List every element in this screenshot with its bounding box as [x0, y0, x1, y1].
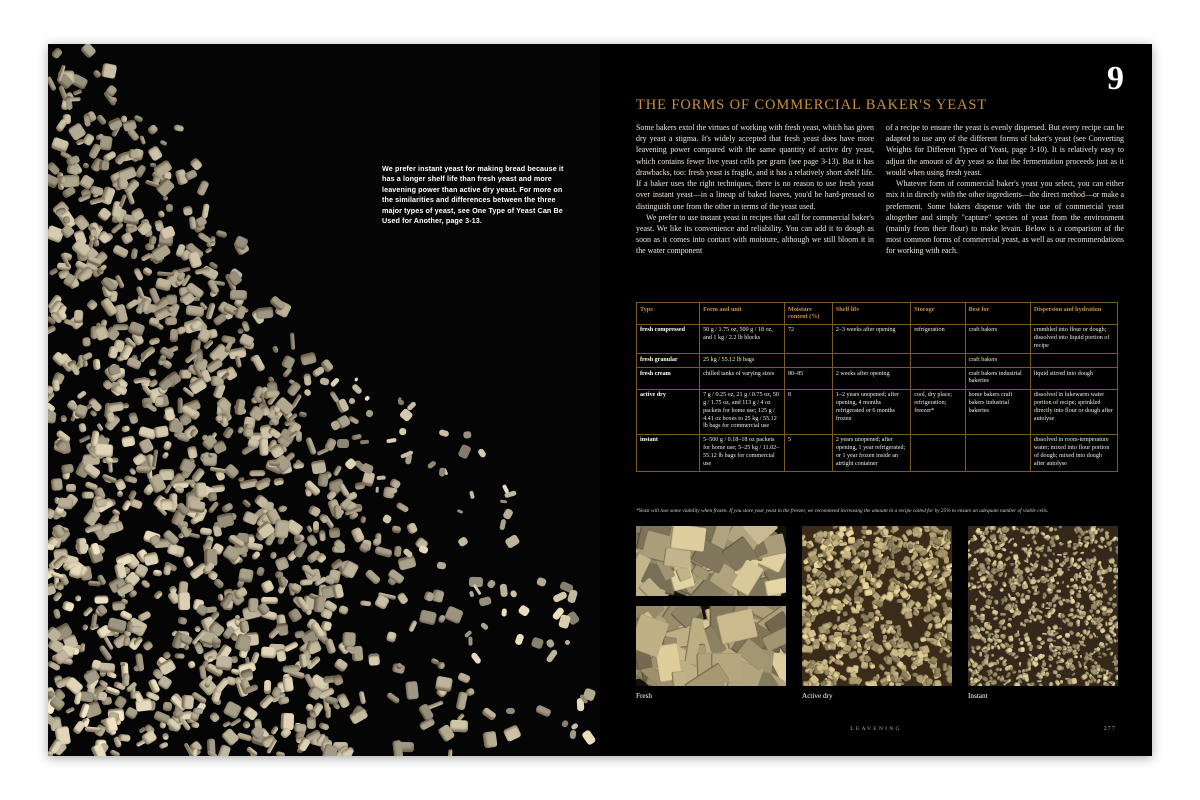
- photo-active-dry: [802, 526, 952, 686]
- table-cell: craft bakers industrial bakeries: [965, 368, 1030, 390]
- table-cell: 5–500 g / 0.18–18 oz packets for home use; 5–25 kg / 11.02–55.12 lb bags for commercial use: [700, 434, 785, 471]
- table-cell: chilled tanks of varying sizes: [700, 368, 785, 390]
- table-cell: craft bakers: [965, 324, 1030, 353]
- table-cell: [832, 354, 910, 368]
- table-cell: 1–2 years unopened; after opening, 4 months refrigerated or 6 months frozen: [832, 389, 910, 434]
- table-cell: 72: [784, 324, 832, 353]
- table-row: [637, 354, 1118, 368]
- table-cell-type: instant: [637, 434, 700, 471]
- table-cell: [911, 354, 965, 368]
- column-header: Dispersion and hydration: [1030, 303, 1117, 325]
- table-cell: 80–85: [784, 368, 832, 390]
- column-header: Storage: [911, 303, 965, 325]
- running-head: LEAVENING: [850, 726, 902, 732]
- table-row: [637, 324, 1118, 353]
- column-header: Moisture content (%): [784, 303, 832, 325]
- photo-fresh-top: [636, 526, 786, 596]
- table-row: [637, 434, 1118, 471]
- table-cell: 2 weeks after opening: [832, 368, 910, 390]
- table-cell-type: fresh cream: [637, 368, 700, 390]
- left-page-photo: [48, 44, 600, 756]
- table-row: [637, 368, 1118, 390]
- table-cell: [1030, 354, 1117, 368]
- table-cell-type: fresh compressed: [637, 324, 700, 353]
- table-header-row: [637, 303, 1118, 325]
- photo-label-instant: Instant: [968, 692, 988, 700]
- table-cell: [911, 368, 965, 390]
- table-footnote: *Yeast will lose some viability when frozen. If you store your yeast in the freezer, we recommend increasing the amount in a recipe called for by 25% to ensure an adequate number of viable cells.: [636, 508, 1049, 514]
- column-header: Form and unit: [700, 303, 785, 325]
- table-cell: dissolved in room-temperature water; mixed into flour portion of dough; mixed into dough after autolyse: [1030, 434, 1117, 471]
- photo-fresh: [636, 606, 786, 686]
- paragraph: of a recipe to ensure the yeast is evenly dispersed. But every recipe can be adapted to use any of the different forms of baker's yeast (see Converting Weights for Different Types of Yeast, page 3-10). It is relatively easy to adjust the amount of dry yeast so that the fermentation proceeds just as it would when using fresh yeast.: [886, 123, 1124, 177]
- table-cell: liquid stirred into dough: [1030, 368, 1117, 390]
- photo-label-active-dry: Active dry: [802, 692, 833, 700]
- table-row: [637, 389, 1118, 434]
- body-column-left: [636, 122, 874, 257]
- page-title: THE FORMS OF COMMERCIAL BAKER'S YEAST: [636, 97, 988, 113]
- table-cell: home bakers craft bakers industrial bakeries: [965, 389, 1030, 434]
- photo-caption: We prefer instant yeast for making bread because it has a longer shelf life than fresh yeast and more leavening power than active dry yeast. For more on the similarities and differences between the three major types of yeast, see One Type of Yeast Can Be Used for Another, page 3-13.: [382, 164, 564, 226]
- column-header: Best for: [965, 303, 1030, 325]
- right-page-text: [600, 44, 1152, 756]
- column-header: Type: [637, 303, 700, 325]
- table-cell-type: active dry: [637, 389, 700, 434]
- paragraph: We prefer to use instant yeast in recipes that call for commercial baker's yeast. We like its convenience and reliability. You can add it to dough as soon as it comes into contact with moisture, although we still bloom it in the water component: [636, 212, 874, 256]
- paragraph: Some bakers extol the virtues of working with fresh yeast, which has given dry yeast a stigma. It's widely accepted that fresh yeast does have more leavening power compared with the same quantity of active dry yeast, which contains fewer live yeast cells per gram (see page 3-13). But it has drawbacks, too: fresh yeast is fragile, and it has a relatively short shelf life. If a baker uses the right techniques, there is no reason to use fresh yeast over instant yeast—in a lineup of baked loaves, you'd be hard-pressed to distinguish one from the other in terms of the yeast used.: [636, 123, 874, 211]
- table-cell: [911, 434, 965, 471]
- table-cell: 50 g / 1.75 oz, 500 g / 18 oz, and 1 kg / 2.2 lb blocks: [700, 324, 785, 353]
- chapter-number: 9: [1107, 60, 1124, 97]
- yeast-pellet-photo: [48, 44, 600, 756]
- body-column-right: [886, 122, 1124, 257]
- table-cell: 2–3 weeks after opening: [832, 324, 910, 353]
- yeast-comparison-table: [636, 302, 1118, 472]
- page-number: 277: [1103, 726, 1116, 732]
- photo-instant: [968, 526, 1118, 686]
- column-header: Shelf life: [832, 303, 910, 325]
- book-spread: [48, 44, 1152, 756]
- table-cell: cool, dry place; refrigeration; freezer*: [911, 389, 965, 434]
- table-cell: crumbled into flour or dough; dissolved into liquid portion of recipe: [1030, 324, 1117, 353]
- table-cell: [965, 434, 1030, 471]
- table-cell: dissolved in lukewarm water portion of recipe; sprinkled directly into flour or dough after autolyse: [1030, 389, 1117, 434]
- table-cell: 25 kg / 55.12 lb bags: [700, 354, 785, 368]
- table-cell: craft bakers: [965, 354, 1030, 368]
- table-cell: 2 years unopened; after opening, 1 year refrigerated; or 1 year frozen inside an airtight container: [832, 434, 910, 471]
- table-cell: refrigeration: [911, 324, 965, 353]
- paragraph: Whatever form of commercial baker's yeast you select, you can either mix it in directly with the other ingredients—the direct method—or make a preferment. Some bakers dispense with the use of commercial yeast altogether and simply "capture" species of yeast from the environment (mainly from their flour) to make levain. Below is a comparison of the most common forms of commercial yeast, as well as our recommendations for working with each.: [886, 179, 1124, 256]
- table-cell: 8: [784, 389, 832, 434]
- table-cell: [784, 354, 832, 368]
- table-cell: 7 g / 0.25 oz, 21 g / 0.75 oz, 50 g / 1.75 oz, and 113 g / 4 oz packets for home use; 125 g / 4.41 oz boxes to 25 kg / 55.12 lb bags for commercial use: [700, 389, 785, 434]
- photo-label-fresh: Fresh: [636, 692, 652, 700]
- table-cell-type: fresh granular: [637, 354, 700, 368]
- table-cell: 5: [784, 434, 832, 471]
